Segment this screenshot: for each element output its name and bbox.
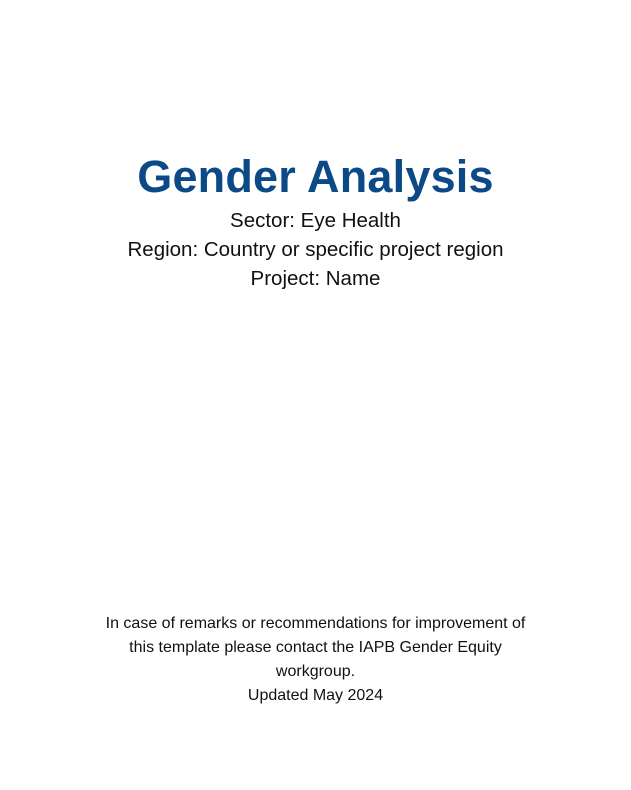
sector-line: Sector: Eye Health: [230, 209, 401, 232]
region-line: Region: Country or specific project region: [127, 238, 504, 261]
project-line: Project: Name: [250, 267, 381, 290]
footer-note-line-3: workgroup.: [275, 663, 356, 680]
document-title: Gender Analysis: [137, 151, 494, 202]
footer-note-line-1: In case of remarks or recommendations for improvement of: [105, 615, 526, 632]
footer-note-line-2: this template please contact the IAPB Gender Equity: [129, 639, 502, 656]
updated-date: Updated May 2024: [247, 687, 384, 704]
cover-title-block: [0, 150, 631, 293]
footer-note-block: [0, 612, 631, 708]
